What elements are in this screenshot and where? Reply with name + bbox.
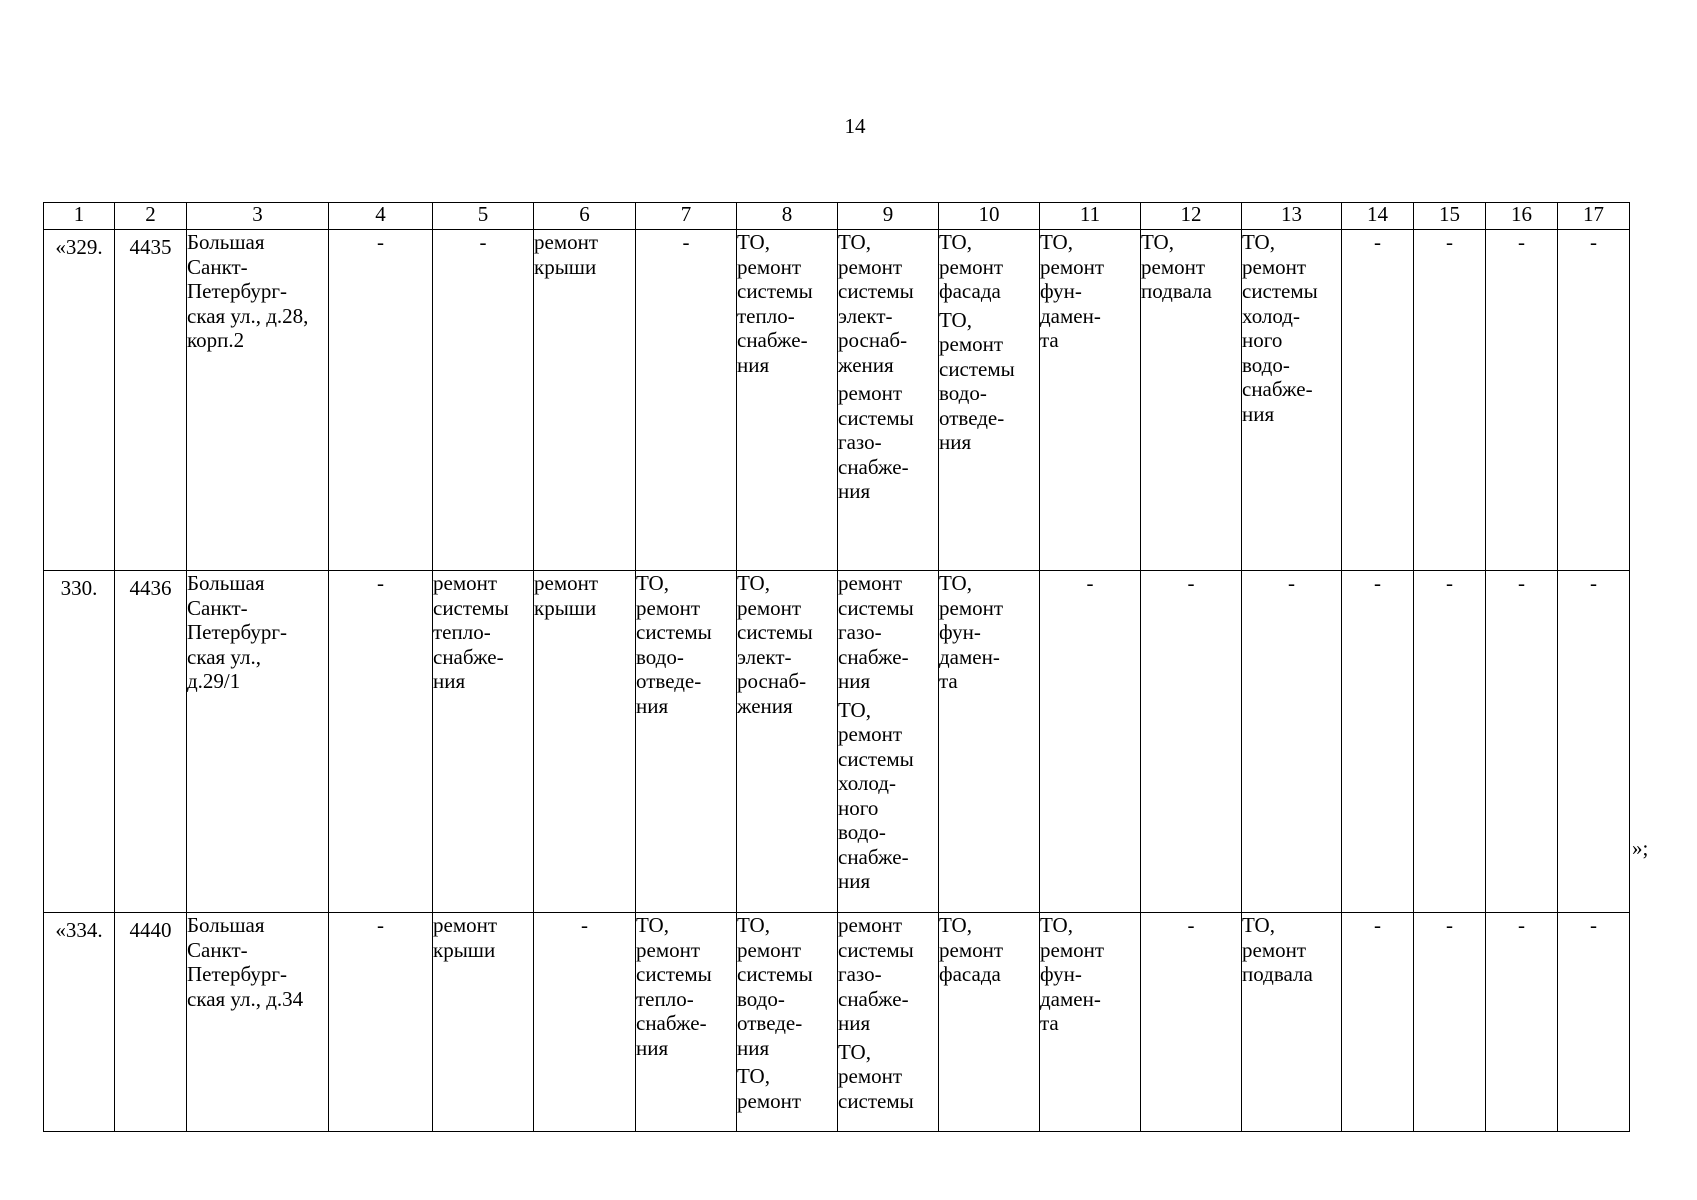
cell-line: дамен- [1040,303,1101,328]
cell-line: снабже- [636,1011,707,1035]
cell-line: та [1040,1011,1059,1035]
cell-paragraph [1242,571,1341,596]
cell-line: ного [1242,328,1283,352]
column-header: 10 [939,203,1040,230]
cell-line: - [1374,913,1381,937]
cell-line: 4435 [129,235,172,259]
table-cell [1040,571,1141,913]
cell-paragraph [329,230,432,255]
cell-paragraph [1414,230,1485,255]
column-header: 7 [636,203,737,230]
cell-line: системы [737,962,813,986]
cell-paragraph [433,913,533,962]
cell-paragraph [117,235,184,260]
table-cell [1141,913,1242,1132]
cell-line: корп.2 [187,328,245,352]
cell-line: ТО, [737,571,770,595]
table-cell [187,571,329,913]
cell-paragraph [838,571,938,694]
cell-line: крыши [433,937,496,962]
cell-line: - [377,571,384,595]
cell-line: снабже- [838,844,909,869]
cell-line: снабже- [1242,377,1313,401]
table-cell [636,913,737,1132]
cell-line: фасада [939,962,1001,986]
cell-line: дамен- [939,644,1000,669]
table-row [44,913,1630,1132]
cell-line: ТО, [1242,230,1275,254]
table-cell [44,230,115,571]
table-cell [636,230,737,571]
cell-line: ремонт [939,332,1004,356]
cell-paragraph [187,913,328,1011]
table-cell [1342,230,1414,571]
cell-paragraph [46,576,112,601]
cell-line: ния [838,479,871,503]
cell-line: - [1590,230,1597,254]
cell-line: ремонт [838,1064,903,1088]
table-cell [433,230,534,571]
cell-paragraph [117,918,184,943]
table-cell [115,230,187,571]
cell-paragraph [838,1040,938,1114]
cell-line: ТО, [636,913,669,937]
cell-line: крыши [534,595,597,620]
cell-line: 4440 [129,918,172,942]
cell-line: ремонт [838,571,903,595]
table-cell [44,571,115,913]
cell-line: Санкт- [187,595,248,620]
cell-line: системы [636,620,712,644]
cell-paragraph [1414,913,1485,938]
cell-line: отведе- [636,669,702,693]
table-cell [115,913,187,1132]
table-cell [1414,913,1486,1132]
cell-line: - [1187,913,1195,937]
works-table [43,202,1630,1132]
cell-line: ТО, [1040,913,1073,937]
cell-paragraph [838,698,938,894]
table-cell [115,571,187,913]
table-cell [1342,571,1414,913]
table-cell [1486,230,1558,571]
table-cell [433,571,534,913]
cell-line: подвала [1242,962,1313,986]
cell-paragraph [46,918,112,943]
table-cell [1486,571,1558,913]
cell-line: водо- [1242,352,1290,377]
cell-line: ремонт [534,230,599,254]
cell-line: та [1040,328,1059,352]
cell-line: системы [838,595,914,620]
cell-line: ремонт [838,381,903,405]
cell-paragraph [1558,230,1629,255]
cell-line: отведе- [939,405,1005,430]
cell-line: ТО, [1242,913,1275,937]
table-cell [1486,913,1558,1132]
cell-paragraph [838,381,938,504]
cell-line: ремонт [939,595,1004,620]
cell-paragraph [1141,913,1241,938]
cell-paragraph [1414,571,1485,596]
cell-line: жения [737,693,793,718]
cell-line: ТО, [838,230,871,254]
cell-paragraph [636,230,736,255]
cell-line: ного [838,795,879,820]
cell-line: газо- [838,430,882,454]
cell-line: ТО, [1141,230,1174,254]
table-cell [838,913,939,1132]
cell-line: - [1590,571,1597,595]
cell-paragraph [1040,913,1140,1036]
cell-paragraph [1558,571,1629,596]
column-header: 5 [433,203,534,230]
cell-paragraph [838,913,938,1036]
cell-line: Санкт- [187,254,248,279]
table-cell [838,571,939,913]
cell-paragraph [534,913,635,938]
cell-line: системы [939,356,1015,381]
cell-line: системы [838,937,914,962]
cell-line: ТО, [939,230,972,254]
cell-line: системы [636,962,712,986]
cell-line: «329. [55,235,103,259]
cell-line: - [1518,230,1525,254]
cell-line: Петербург- [187,279,287,303]
cell-line: ТО, [939,307,972,332]
cell-line: ТО, [838,697,871,722]
cell-line: Большая [187,230,265,254]
cell-line: ремонт [1242,254,1307,279]
column-header: 8 [737,203,838,230]
cell-paragraph [1486,571,1557,596]
cell-paragraph [433,571,533,694]
cell-line: ния [838,869,871,893]
cell-line: ния [838,669,871,693]
table-cell [1040,230,1141,571]
cell-line: водо- [939,381,987,405]
cell-line: дамен- [1040,986,1101,1011]
column-header: 13 [1242,203,1342,230]
cell-line: ния [433,669,466,693]
cell-line: - [479,230,487,254]
cell-paragraph [329,571,432,596]
cell-line: - [581,913,588,937]
cell-line: водо- [636,644,684,669]
cell-line: ТО, [939,913,972,937]
column-header: 1 [44,203,115,230]
cell-paragraph [636,571,736,718]
cell-paragraph [737,571,837,718]
cell-line: ремонт [838,913,903,937]
table-cell [1141,571,1242,913]
cell-line: ская ул., д.28, [187,303,309,328]
cell-line: ремонт [636,595,701,620]
table-cell [737,230,838,571]
table-cell [433,913,534,1132]
cell-line: - [682,230,690,254]
cell-line: жения [838,352,894,377]
table-cell [737,571,838,913]
cell-line: - [1446,230,1453,254]
cell-line: ремонт [737,1088,802,1113]
cell-line: роснаб- [737,669,807,693]
cell-line: ремонт [1040,254,1105,279]
column-header: 3 [187,203,329,230]
cell-line: 4436 [129,576,172,600]
column-header: 4 [329,203,433,230]
cell-paragraph [117,576,184,601]
table-cell [1242,571,1342,913]
table-cell [838,230,939,571]
cell-line: - [1446,571,1453,595]
cell-line: крыши [534,254,597,279]
cell-paragraph [1342,913,1413,938]
cell-line: ремонт [737,937,802,962]
cell-line: системы [433,595,509,620]
table-cell [1558,230,1630,571]
cell-line: тепло- [636,986,694,1011]
cell-line: Большая [187,913,265,937]
cell-paragraph [939,308,1039,455]
table-cell [1414,230,1486,571]
cell-line: ния [737,352,770,377]
column-header: 15 [1414,203,1486,230]
cell-paragraph [636,913,736,1060]
cell-line: ТО, [737,1064,770,1088]
cell-paragraph [1486,230,1557,255]
column-header: 9 [838,203,939,230]
cell-line: «334. [55,918,103,942]
cell-paragraph [1141,571,1241,596]
table-cell [1141,230,1242,571]
cell-line: - [1446,913,1453,937]
cell-paragraph [1040,571,1140,596]
table-cell [939,571,1040,913]
cell-line: фасада [939,279,1001,303]
table-cell [939,913,1040,1132]
cell-line: системы [737,620,813,644]
cell-paragraph [1242,913,1341,987]
cell-line: - [1518,913,1525,937]
cell-line: ТО, [737,230,770,254]
cell-paragraph [1486,913,1557,938]
table-cell [329,571,433,913]
cell-line: газо- [838,962,882,986]
table-cell [44,913,115,1132]
cell-line: ТО, [636,571,669,595]
cell-line: снабже- [838,644,909,669]
cell-paragraph [1040,230,1140,353]
cell-line: фун- [939,620,981,644]
cell-paragraph [737,1064,837,1113]
cell-paragraph [1342,230,1413,255]
cell-line: ния [636,1035,669,1060]
cell-line: ния [939,430,972,454]
cell-line: ремонт [433,913,498,937]
cell-paragraph [737,230,837,377]
cell-line: Петербург- [187,962,287,986]
cell-line: - [1374,230,1381,254]
cell-line: - [1288,571,1295,595]
cell-line: отведе- [737,1011,803,1035]
column-header: 2 [115,203,187,230]
table-cell [636,571,737,913]
cell-line: холод- [838,771,896,795]
cell-line: Петербург- [187,620,287,644]
table-cell [1558,571,1630,913]
cell-line: ния [838,1011,871,1035]
cell-line: системы [838,1088,914,1113]
header-row [44,203,1630,230]
cell-paragraph [329,913,432,938]
cell-paragraph [433,230,533,255]
table-cell [1414,571,1486,913]
cell-paragraph [187,230,328,353]
cell-line: ская ул., [187,644,261,669]
table-header [44,203,1630,230]
cell-line: системы [1242,279,1318,303]
cell-line: элект- [838,303,893,328]
cell-line: тепло- [433,620,491,644]
cell-line: ремонт [939,937,1004,962]
column-header: 11 [1040,203,1141,230]
cell-line: системы [838,279,914,303]
cell-paragraph [737,913,837,1060]
cell-line: ская ул., д.34 [187,986,304,1011]
column-header: 14 [1342,203,1414,230]
cell-line: ремонт [636,937,701,962]
cell-line: ния [737,1035,770,1060]
cell-paragraph [187,571,328,694]
cell-line: - [377,230,384,254]
cell-paragraph [46,235,112,260]
column-header: 17 [1558,203,1630,230]
cell-line: ремонт [737,595,802,620]
cell-line: фун- [1040,279,1082,303]
cell-line: Большая [187,571,265,595]
cell-paragraph [939,230,1039,304]
cell-paragraph [534,230,635,279]
cell-paragraph [1242,230,1341,426]
table-cell [1342,913,1414,1132]
cell-line: ТО, [838,1039,871,1064]
column-header: 16 [1486,203,1558,230]
cell-line: 330. [60,576,98,600]
cell-line: ТО, [737,913,770,937]
table-cell [187,230,329,571]
row-tail-quote: »; [1632,836,1649,860]
cell-paragraph [939,913,1039,987]
cell-line: снабже- [838,986,909,1011]
table-cell [1040,913,1141,1132]
column-header: 6 [534,203,636,230]
cell-line: ремонт [433,571,498,595]
cell-line: - [1086,571,1094,595]
table-cell [1242,913,1342,1132]
table-cell [534,913,636,1132]
cell-paragraph [1141,230,1241,304]
table-cell [1242,230,1342,571]
cell-line: - [1374,571,1381,595]
table-cell [534,571,636,913]
cell-line: подвала [1141,279,1212,303]
cell-line: Санкт- [187,937,248,962]
cell-line: тепло- [737,303,795,328]
cell-line: ремонт [939,254,1004,279]
cell-line: ТО, [939,571,972,595]
cell-line: ремонт [838,254,903,279]
cell-line: - [1187,571,1195,595]
cell-line: водо- [838,820,886,844]
cell-line: ремонт [737,254,802,279]
cell-line: системы [737,279,813,303]
table-cell [534,230,636,571]
table-row [44,571,1630,913]
cell-line: газо- [838,620,882,644]
table-body [44,230,1630,1132]
cell-line: - [377,913,384,937]
cell-line: ния [636,693,669,718]
cell-line: ремонт [1141,254,1206,279]
table-cell [329,230,433,571]
cell-line: снабже- [433,644,504,669]
cell-paragraph [1342,571,1413,596]
cell-line: системы [838,405,914,430]
cell-line: холод- [1242,303,1300,328]
cell-line: та [939,669,958,693]
cell-line: ния [1242,401,1275,426]
page-number: 14 [844,114,866,138]
cell-line: ремонт [1040,937,1105,962]
table-cell [939,230,1040,571]
column-header: 12 [1141,203,1242,230]
cell-line: водо- [737,986,785,1011]
cell-line: - [1518,571,1525,595]
cell-line: ремонт [838,722,903,746]
table-cell [1558,913,1630,1132]
cell-paragraph [838,230,938,377]
cell-line: фун- [1040,962,1082,986]
cell-line: ремонт [1242,937,1307,962]
cell-line: роснаб- [838,328,908,352]
cell-line: ТО, [1040,230,1073,254]
cell-paragraph [534,571,635,620]
cell-line: системы [838,746,914,771]
cell-line: элект- [737,644,792,669]
cell-line: - [1590,913,1597,937]
table-row [44,230,1630,571]
cell-line: снабже- [737,328,808,352]
table-cell [737,913,838,1132]
table-cell [187,913,329,1132]
cell-line: снабже- [838,454,909,479]
cell-line: д.29/1 [187,669,241,693]
cell-paragraph [1558,913,1629,938]
cell-line: ремонт [534,571,599,595]
cell-paragraph [939,571,1039,694]
table-cell [329,913,433,1132]
